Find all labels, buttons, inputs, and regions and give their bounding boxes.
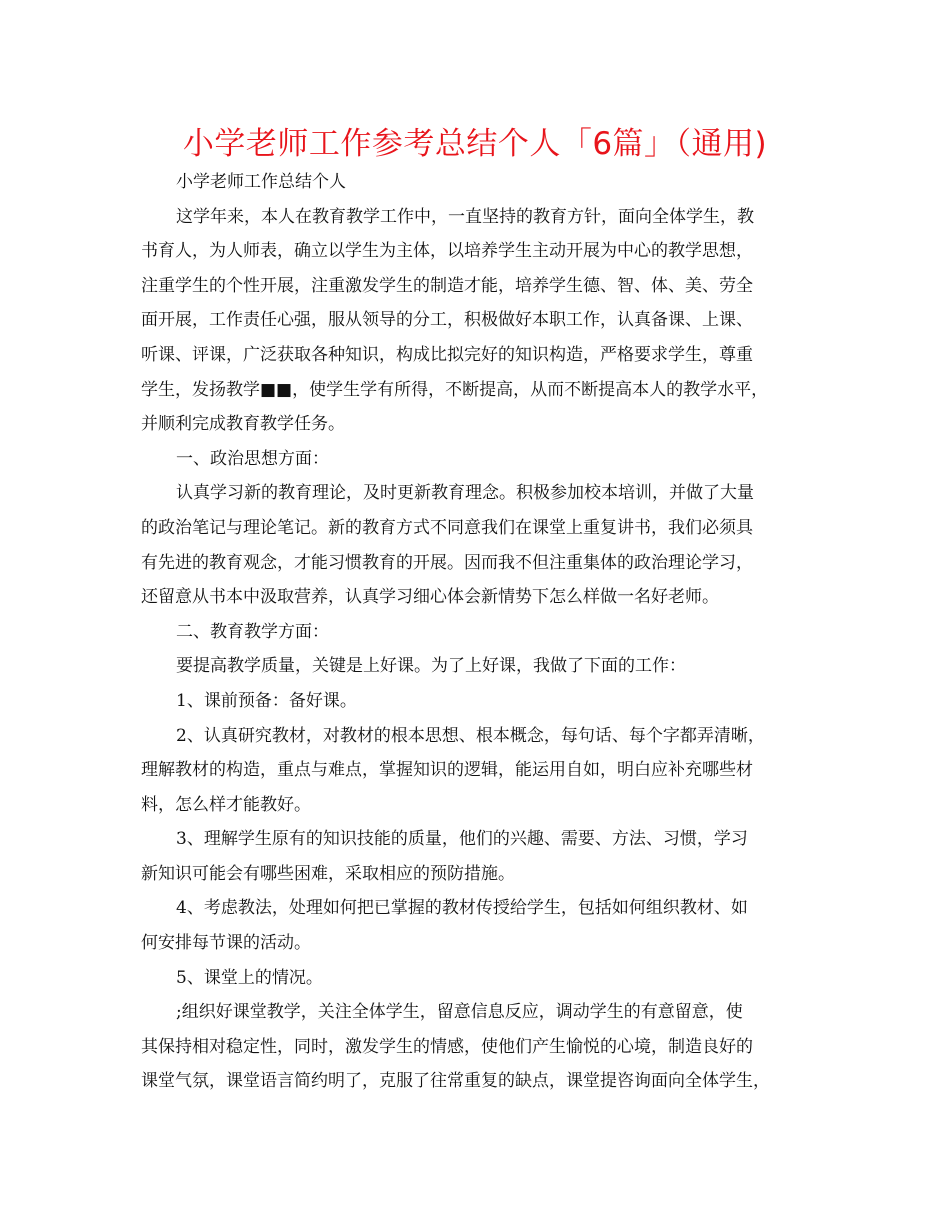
text-line: 1、课前预备：备好课。 (176, 690, 357, 711)
text-line: 料，怎么样才能教好。 (141, 794, 311, 815)
text-line: 4、考虑教法，处理如何把已掌握的教材传授给学生，包括如何组织教材、如 (176, 898, 748, 919)
text-line: 听课、评课，广泛获取各种知识，构成比拟完好的知识构造，严格要求学生，尊重 (141, 344, 753, 365)
text-line: 课堂气氛，课堂语言简约明了，克服了往常重复的缺点，课堂提咨询面向全体学生， (141, 1071, 770, 1092)
document-body (141, 165, 826, 1099)
text-line: 面开展，工作责任心强，服从领导的分工，积极做好本职工作，认真备课、上课、 (141, 310, 753, 331)
document-title: 小学老师工作参考总结个人「6篇」（通用) (182, 126, 768, 162)
text-line: 的政治笔记与理论笔记。新的教育方式不同意我们在课堂上重复讲书，我们必须具 (141, 517, 753, 538)
text-line: 小学老师工作总结个人 (176, 172, 346, 192)
text-line: 一、政治思想方面： (176, 448, 329, 469)
text-line: 理解教材的构造，重点与难点，掌握知识的逻辑，能运用自如，明白应补充哪些材 (141, 760, 753, 781)
text-line: 要提高教学质量，关键是上好课。为了上好课，我做了下面的工作： (176, 656, 686, 677)
text-line: 还留意从书本中汲取营养，认真学习细心体会新情势下怎么样做一名好老师。 (141, 587, 719, 608)
text-line: 书育人，为人师表，确立以学生为主体，以培养学生主动开展为中心的教学思想， (141, 241, 753, 262)
text-line: 二、教育教学方面： (176, 621, 329, 642)
text-line: 5、课堂上的情况。 (176, 967, 323, 988)
text-line: 2、认真研究教材，对教材的根本思想、根本概念，每句话、每个字都弄清晰， (176, 725, 765, 746)
text-line: 其保持相对稳定性，同时，激发学生的情感，使他们产生愉悦的心境，制造良好的 (141, 1036, 753, 1057)
text-line: 这学年来，本人在教育教学工作中，一直坚持的教育方针，面向全体学生，教 (176, 206, 754, 227)
text-line: 何安排每节课的活动。 (141, 933, 311, 954)
text-line: 3、理解学生原有的知识技能的质量，他们的兴趣、需要、方法、习惯，学习 (176, 829, 748, 850)
text-line: 并顺利完成教育教学任务。 (141, 414, 345, 435)
text-line: 认真学习新的教育理论，及时更新教育理念。积极参加校本培训，并做了大量 (176, 483, 754, 504)
text-line: ;组织好课堂教学，关注全体学生，留意信息反应，调动学生的有意留意，使 (176, 1002, 743, 1023)
text-line: 注重学生的个性开展，注重激发学生的制造才能，培养学生德、智、体、美、劳全 (141, 275, 753, 296)
text-line: 有先进的教育观念，才能习惯教育的开展。因而我不但注重集体的政治理论学习， (141, 552, 753, 573)
text-line: 学生，发扬教学■■，使学生学有所得，不断提高，从而不断提高本人的教学水平， (141, 379, 769, 400)
text-line: 新知识可能会有哪些困难，采取相应的预防措施。 (141, 863, 515, 884)
